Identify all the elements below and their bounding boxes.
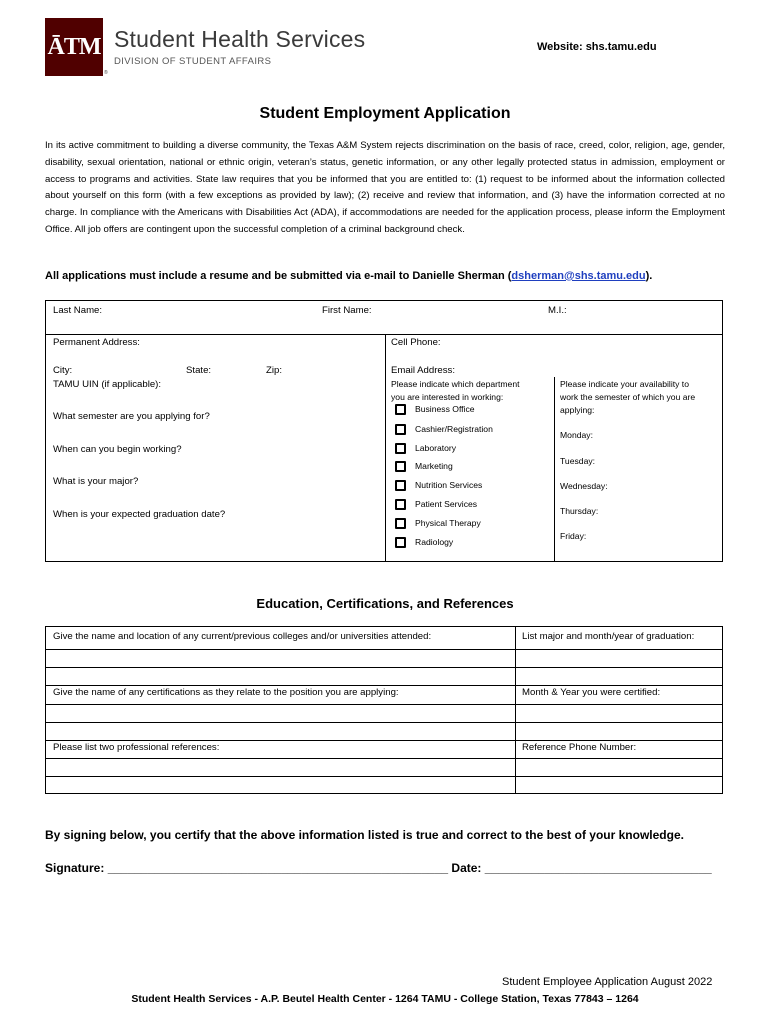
zip-field[interactable]: Zip: <box>266 365 282 376</box>
date-label: Date: <box>451 861 482 875</box>
education-section-title: Education, Certifications, and References <box>256 596 514 611</box>
table-divider <box>45 667 723 668</box>
availability-prompt <box>560 378 695 417</box>
ref-phone-header: Reference Phone Number: <box>522 742 637 753</box>
website-text: Website: shs.tamu.edu <box>537 41 657 53</box>
uin-field[interactable]: TAMU UIN (if applicable): <box>53 379 162 390</box>
certification-statement: By signing below, you certify that the above information listed is true and correct to the best of your knowledge. <box>45 828 684 842</box>
last-name-field[interactable]: Last Name: <box>53 305 103 316</box>
footer-address: Student Health Services - A.P. Beutel Health Center - 1264 TAMU - College Station, Texas 77843 – 1264 <box>131 993 639 1005</box>
major-grad-header: List major and month/year of graduation: <box>522 631 695 642</box>
table-divider <box>45 758 723 759</box>
graduation-field[interactable]: When is your expected graduation date? <box>53 509 226 520</box>
department-label: Cashier/Registration <box>415 424 493 434</box>
availability-wednesday[interactable]: Wednesday: <box>560 481 608 491</box>
form-divider <box>385 334 386 562</box>
availability-prompt-line: Please indicate your availability to <box>560 379 689 389</box>
email-field[interactable]: Email Address: <box>391 365 455 376</box>
mi-field[interactable]: M.I.: <box>548 305 567 316</box>
cert-date-header: Month & Year you were certified: <box>522 687 661 698</box>
semester-field[interactable]: What semester are you applying for? <box>53 411 210 422</box>
table-divider <box>45 649 723 650</box>
applicant-form-box <box>45 300 723 562</box>
signature-label: Signature: <box>45 861 105 875</box>
submit-prefix: All applications must include a resume and be submitted via e-mail to Danielle Sherman ( <box>45 270 512 282</box>
checkbox-patient-services[interactable] <box>395 499 406 510</box>
table-divider <box>45 685 723 686</box>
cell-phone-field[interactable]: Cell Phone: <box>391 337 441 348</box>
state-field[interactable]: State: <box>186 365 212 376</box>
signature-row <box>45 861 712 875</box>
checkbox-radiology[interactable] <box>395 537 406 548</box>
department-label: Marketing <box>415 461 453 471</box>
department-label: Patient Services <box>415 499 478 509</box>
logo-text: ĀTM <box>47 33 101 60</box>
revision-note: Student Employee Application August 2022 <box>502 976 713 988</box>
department-prompt <box>391 378 520 404</box>
availability-prompt-line: work the semester of which you are <box>560 392 696 402</box>
checkbox-marketing[interactable] <box>395 461 406 472</box>
email-link[interactable]: dsherman@shs.tamu.edu <box>511 270 646 282</box>
submit-suffix: ). <box>645 270 653 282</box>
department-label: Radiology <box>415 537 454 547</box>
availability-friday[interactable]: Friday: <box>560 531 587 541</box>
department-label: Nutrition Services <box>415 480 483 490</box>
department-label: Physical Therapy <box>415 518 481 528</box>
department-prompt-line: you are interested in working: <box>391 392 504 402</box>
table-divider <box>45 722 723 723</box>
department-prompt-line: Please indicate which department <box>391 379 520 389</box>
colleges-header: Give the name and location of any current/previous colleges and/or universities attended: <box>53 631 432 642</box>
begin-working-field[interactable]: When can you begin working? <box>53 444 182 455</box>
education-table <box>45 626 723 794</box>
table-divider <box>45 776 723 777</box>
checkbox-cashier-registration[interactable] <box>395 424 406 435</box>
tamu-logo <box>45 18 103 76</box>
table-divider <box>515 626 516 794</box>
permanent-address-field[interactable]: Permanent Address: <box>53 337 140 348</box>
table-divider <box>45 704 723 705</box>
intro-paragraph: In its active commitment to building a diverse community, the Texas A&M System rejects discrimination on the basis of race, creed, color, religion, age, gender, disability, sexual orientation, national or ethnic origin, veteran’s status, genetic information, or any other legally protected status in admission, employment or access to programs and activities. State law requires that you be informed that you are entitled to: (1) request to be informed about the information collected about yourself on this form (with a few exceptions as provided by law); (2) receive and review that information, and (3) have the information corrected at no charge. In compliance with the Americans with Disabilities Act (ADA), if accommodations are needed for the application process, please inform the Employment Office. All job offers are contingent upon the successful completion of a criminal background check. <box>45 140 725 235</box>
date-line[interactable]: __________________________________ <box>484 861 712 875</box>
availability-prompt-line: applying: <box>560 405 595 415</box>
availability-thursday[interactable]: Thursday: <box>560 506 599 516</box>
org-division: DIVISION OF STUDENT AFFAIRS <box>114 56 272 67</box>
form-divider <box>554 377 555 562</box>
page-title: Student Employment Application <box>259 105 511 122</box>
signature-line[interactable]: ___________________________________________________ <box>107 861 449 875</box>
submit-instructions <box>45 270 652 282</box>
org-name: Student Health Services <box>114 26 366 52</box>
table-divider <box>45 740 723 741</box>
checkbox-physical-therapy[interactable] <box>395 518 406 529</box>
availability-tuesday[interactable]: Tuesday: <box>560 456 596 466</box>
availability-monday[interactable]: Monday: <box>560 430 593 440</box>
certs-header: Give the name of any certifications as they relate to the position you are applying: <box>53 687 399 698</box>
major-field[interactable]: What is your major? <box>53 476 139 487</box>
checkbox-business-office[interactable] <box>395 404 406 415</box>
references-header: Please list two professional references: <box>53 742 220 753</box>
department-label: Laboratory <box>415 443 457 453</box>
form-divider <box>45 334 723 335</box>
checkbox-laboratory[interactable] <box>395 443 406 454</box>
checkbox-nutrition-services[interactable] <box>395 480 406 491</box>
logo-registered-mark: ® <box>104 70 108 76</box>
city-field[interactable]: City: <box>53 365 73 376</box>
first-name-field[interactable]: First Name: <box>322 305 372 316</box>
department-label: Business Office <box>415 404 475 414</box>
